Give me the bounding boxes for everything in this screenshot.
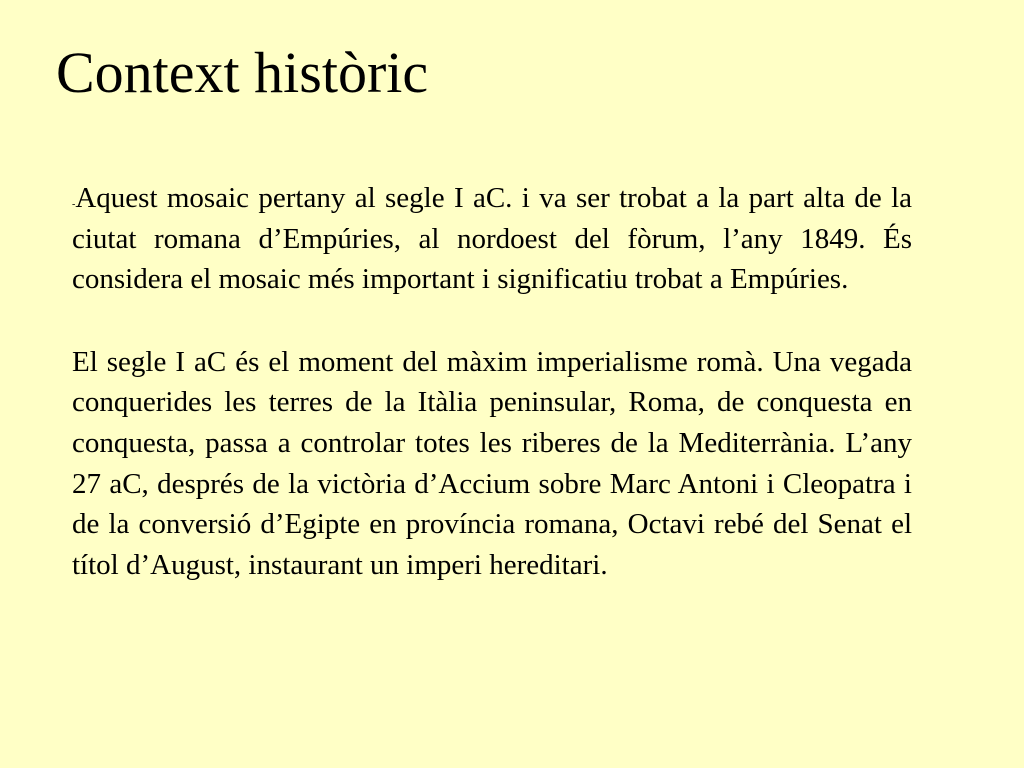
slide-title: Context històric [56,40,429,105]
paragraph-roman-imperialism [72,342,912,586]
paragraph-text: El segle I aC és el moment del màxim imperialisme romà. Una vegada conquerides les terres de la Itàlia peninsular, Roma, de conquesta en conquesta, passa a controlar totes les riberes de la Mediterrània. L’any 27 aC, després de la victòria d’Accium sobre Marc Antoni i Cleopatra i de la conversió d’Egipte en província romana, Octavi rebé del Senat el títol d’August, instaurant un imperi hereditari. [72,345,912,581]
bullet-marker: - [72,199,76,210]
slide-body [72,178,912,585]
paragraph-text: Aquest mosaic pertany al segle I aC. i va ser trobat a la part alta de la ciutat romana d’Empúries, al nordoest del fòrum, l’any 1849. És considera el mosaic més important i significatiu trobat a Empúries. [72,182,912,296]
paragraph-mosaic-context [72,178,912,300]
